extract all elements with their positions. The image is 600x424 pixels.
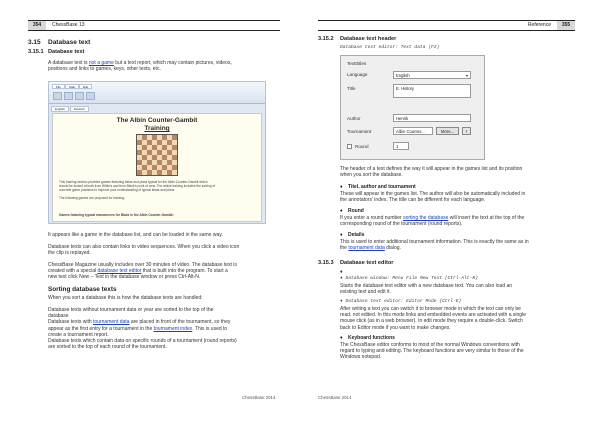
link-database-text-editor[interactable]: database text editor: [97, 268, 142, 275]
bullet-icon: ♦: [340, 299, 346, 304]
text-line: A database text is not a game but a text report, which may contain pictures, videos,: [48, 60, 232, 66]
subsection-heading: [318, 260, 393, 266]
round-stepper[interactable]: 1: [393, 142, 409, 150]
section-number: 3.15: [28, 39, 41, 46]
page-header: [318, 20, 575, 31]
bullet-title: ♦ Round: [340, 208, 364, 214]
bullet-text: These will appear in the games list. The author will also be automatically included in the annotators' index. The title can be different for each language.: [340, 191, 526, 204]
bullet-title: ♦ Titel, author and tournament: [340, 184, 416, 190]
running-title: ChessBase 13: [52, 22, 85, 28]
ribbon-tab-file[interactable]: File: [52, 84, 65, 89]
author-field[interactable]: Henrik: [393, 114, 471, 122]
right-page: [300, 0, 600, 424]
document-subtitle: Training: [144, 125, 170, 132]
bullet-text: This is used to enter additional tournament information. This is exactly the same as in the tournament data dialog.: [340, 239, 529, 252]
link-sorting-the-database[interactable]: sorting the database: [403, 215, 449, 221]
bullet-title: ♦ Details: [340, 232, 365, 238]
menu-path: ♦ Database window: Menu File New Text (Ctrl-Alt-N): [340, 276, 478, 281]
subsection-title: Database text: [48, 49, 85, 55]
after-screenshot-text: It appears like a game in the database list, and can be loaded in the same way.: [48, 232, 223, 238]
chess-board: [136, 134, 178, 176]
board-square: [172, 170, 177, 175]
language-tabs: [51, 106, 90, 112]
document-body: This training section provides games featuring ideas and plans typical for the Albin Counter-Gambit which should be looked at both from White's and from Black's point of view. The article training includes the solving of concrete game positions to improve your understanding of typical ideas and plans. The following games are proposed for training:: [59, 180, 216, 200]
sorting-intro: When you sort a database this is how the database texts are handled:: [48, 295, 203, 301]
bullet-icon: ♦: [340, 232, 343, 238]
bullet-icon: ♦: [340, 184, 343, 190]
subsection-number: 3.15.2: [318, 36, 334, 42]
ribbon: [49, 82, 265, 104]
page-footer: ChessBase 2014: [318, 395, 352, 400]
database-text-screenshot: [48, 81, 266, 224]
chevron-down-icon: ▾: [465, 73, 468, 78]
tab-deutsch[interactable]: Deutsch: [70, 106, 89, 112]
ribbon-tab-edit[interactable]: Edit: [79, 84, 92, 89]
page-header: [28, 20, 280, 31]
subsection-heading: [318, 36, 396, 42]
language-label: Language: [347, 72, 368, 77]
editor-paragraph: Starts the database text editor with a new database text. You can also load an existing text and edit it.: [340, 283, 513, 296]
menu-path: ♦ Database text editor: Editor Mode (Ctrl-E): [340, 299, 462, 304]
subsection-number: 3.15.1: [28, 49, 44, 55]
bullet-text: If you enter a round number sorting the database will insert the text at the top of the corresponding round of the tournament (round reports).: [340, 215, 525, 228]
bullet-icon: ♦: [340, 269, 343, 275]
text-line: positions and links to games, keys, other texts, etc.: [48, 66, 161, 73]
subsection-title: Database text header: [340, 36, 397, 42]
ribbon-button[interactable]: [86, 92, 95, 100]
subsection-heading: [28, 49, 84, 55]
sorting-heading: Sorting database texts: [48, 286, 117, 293]
bullet-icon: ♦: [340, 208, 343, 214]
intro-paragraph: [48, 60, 280, 72]
link-not-a-game[interactable]: not a game: [88, 60, 114, 66]
link-tournament-index[interactable]: tournament index: [153, 325, 193, 332]
link-tournament-data[interactable]: tournament data: [93, 319, 130, 326]
title-field[interactable]: E. History: [393, 84, 471, 98]
bullet-title: ♦ Keyboard functions: [340, 335, 395, 341]
title-label: Title: [347, 86, 356, 91]
section-title: Database text: [48, 39, 91, 46]
page-number: 354: [28, 21, 46, 30]
subsection-title: Database text editor: [340, 260, 394, 266]
info-button[interactable]: !: [462, 127, 471, 135]
bullet-icon: ♦: [340, 276, 346, 281]
page-number: 355: [557, 21, 575, 30]
document-footer-line: Games featuring typical manoeuvres for Black in the Albin Counter-Gambit:: [59, 213, 174, 217]
round-checkbox[interactable]: [347, 144, 352, 149]
tab-english[interactable]: English: [51, 106, 69, 112]
page-footer: ChessBase 2014: [242, 395, 276, 400]
text-data-dialog: [340, 55, 485, 160]
bullet-icon: ♦: [340, 335, 343, 341]
more-button[interactable]: More...: [436, 127, 459, 135]
menu-path: Database text editor: Text data (F2): [340, 45, 440, 50]
text-document: [52, 113, 262, 222]
video-paragraph: Database texts can also contain links to video sequences. When you click a video icon the clip is replayed.: [48, 244, 240, 257]
author-label: Author: [347, 116, 361, 121]
dialog-tab-label: Textttitles: [347, 61, 367, 66]
mode-paragraph: After writing a text you can switch it to browser mode in which the text can only be read, not edited. In this mode links and embedded events are activated with a single mouse click (as in a web browser). In edit mode they require a double-click. Switch back to Editor mode if you want to make changes.: [340, 306, 526, 331]
ribbon-button[interactable]: [53, 92, 62, 100]
tournament-label: Tournament: [347, 129, 372, 134]
ribbon-tab-start[interactable]: Start: [65, 84, 79, 89]
magazine-paragraph: ChessBase Magazine usually includes over 30 minutes of video. The database text is created with a special database text editor that is built into the program. To start a new text click New – Text in the database window or press Ctrl-Alt-N.: [48, 262, 237, 281]
keyboard-paragraph: The ChessBase editor conforms to most of the normal Windows conventions with regard to typing and editing. The keyboard functions are very similar to those of the Windows notepad.: [340, 342, 524, 361]
link-tournament-data[interactable]: tournament data: [348, 245, 385, 252]
ribbon-button[interactable]: [75, 92, 84, 100]
running-title: Reference: [527, 22, 551, 28]
language-select[interactable]: English ▾: [393, 71, 471, 79]
document-title: The Albin Counter-Gambit: [116, 117, 198, 124]
subsection-number: 3.15.3: [318, 260, 334, 266]
sorting-paragraph: Database texts without tournament data or year are sorted to the top of the database Database texts with tournament data are placed in front of the tournament, so they appear as the first entry for a tournament in the tournament index. This is used to create a tournament report. Database texts which contain data on specific rounds of a tournament (round reports) are sorted to the top of each round of the tournament.: [48, 307, 237, 351]
header-description: The header of a text defines the way it will appear in the games list and its position when you sort the database.: [340, 166, 523, 179]
ribbon-button[interactable]: [64, 92, 73, 100]
section-heading: [28, 39, 90, 46]
tournament-field[interactable]: Albin Counter...: [393, 127, 433, 135]
round-label: Round: [355, 144, 369, 149]
